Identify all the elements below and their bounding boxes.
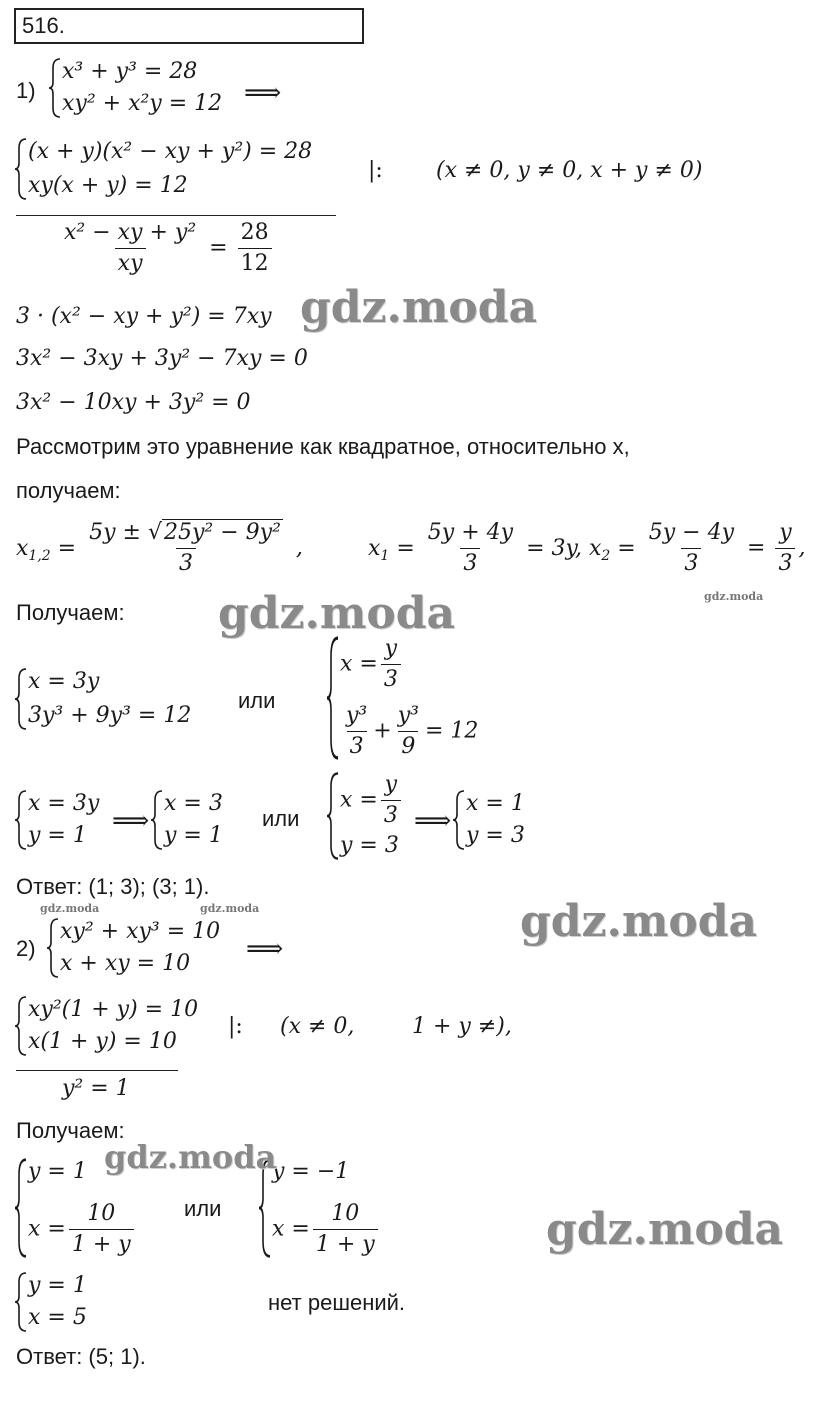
frac-num: 10 [331,1201,360,1226]
text-line: получаем: [16,478,121,503]
implies-symbol: ⟹ [244,78,282,108]
brace-icon [14,996,28,1056]
frac-num: y [384,772,398,797]
eq: x = 5 [28,1305,87,1330]
frac-num: 28 [240,220,269,245]
watermark: gdz.moda [704,590,764,603]
frac-num: y³ [346,703,368,728]
frac-num: 5y + 4y [427,520,514,545]
system-c [14,790,99,850]
brace-icon [326,636,340,760]
eq: (x + y)(x² − xy + y²) = 28 [28,139,313,164]
eq-lhs: x = [28,1216,66,1242]
eq: x = 3y [28,791,100,816]
text-line: Рассмотрим это уравнение как квадратное, относительно x, [16,434,630,459]
system-d [150,790,223,850]
part2-system-c [14,1272,87,1332]
frac-den: 9 [398,731,418,760]
frac-den: 3 [176,548,196,577]
or-word: или [262,806,300,831]
eq: xy² + xy³ = 10 [60,919,221,944]
implies-symbol: ⟹ [414,806,452,836]
equation-line: 3 · (x² − xy + y²) = 7xy [16,304,272,329]
eq: y = 3 [340,833,399,858]
part1-system-2 [14,138,312,200]
frac-num: x² − xy + y² [64,220,197,245]
eq: x + xy = 10 [60,951,191,976]
brace-icon [46,918,60,978]
eq: xy²(1 + y) = 10 [28,997,199,1022]
frac-num: y [779,520,792,545]
eq: xy² + x²y = 12 [62,91,223,116]
brace-icon [14,1158,28,1258]
condition: (x ≠ 0, [280,1014,355,1039]
eq: y = 1 [164,823,223,848]
watermark: gdz.moda [200,902,260,915]
eq-lhs: x = [340,651,378,677]
eq: x(1 + y) = 10 [28,1029,177,1054]
equation-line: 3x² − 10xy + 3y² = 0 [16,390,251,415]
part1-system-1 [48,58,222,118]
watermark: gdz.moda [520,896,758,947]
roots-values: $x_1$ = $\frac{5y + 4y}{3}$ = 3y, $x_2$ = $\frac{5y - 4y}{3}$ = $\frac{y}{3}$ , [368,520,806,576]
brace-icon [326,772,340,860]
part2-system-2 [14,996,198,1056]
divide-symbol: |: [368,158,383,183]
divider-line [16,1070,178,1071]
frac-den: 12 [238,248,272,277]
equation-line: 3x² − 3xy + 3y² − 7xy = 0 [16,346,308,371]
equation-line: y² = 1 [62,1076,130,1101]
frac-den: 3 [775,548,795,577]
system-f [452,790,525,850]
num-part: 5y ± [89,520,141,545]
frac-den: 3 [460,548,480,577]
system-b: x = $\frac{y}{3}$ $\frac{\text{y³}}{3}$ + $\frac{\text{y³}}{9}$ = 12 [326,636,478,760]
brace-icon [14,790,28,850]
sqrt-arg: 25y² − 9y² [164,520,281,545]
part1-label: 1) [16,78,36,103]
or-word: или [238,688,276,713]
frac-den: 1 + y [69,1229,134,1258]
eq: xy(x + y) = 12 [28,173,188,198]
frac-num: 10 [87,1201,116,1226]
divider-line [16,215,336,216]
subscript: 1,2 [28,547,51,564]
result: = 3y, x [526,535,602,561]
frac-num: 5y − 4y [648,520,735,545]
roots-formula: $x_{1,2}$ = $\frac{\text{5y ± √25y² − 9y²}}{3}$ , [16,520,303,576]
problem-number: 516. [22,13,65,38]
implies-symbol: ⟹ [112,806,150,836]
frac-den: 1 + y [313,1229,378,1258]
brace-icon [48,58,62,118]
eq: 3y³ + 9y³ = 12 [28,703,192,728]
eq: y = 3 [466,823,525,848]
watermark: gdz.moda [104,1138,277,1176]
frac-den: 3 [381,664,401,693]
system-a [14,668,191,730]
eq: x = 3 [164,791,223,816]
watermark: gdz.moda [218,588,456,639]
brace-icon [14,668,28,730]
eq: y = 1 [28,1273,87,1298]
part2-system-b [258,1158,381,1258]
part2-label: 2) [16,936,36,961]
var: x [368,535,381,561]
fraction-equation: $\frac{\text{x² − xy + y²}}{xy}$ = $\frac{28}{12}$ [58,220,275,277]
eq-rhs: = 12 [424,718,479,744]
frac-den: 3 [381,800,401,829]
brace-icon [14,1272,28,1332]
text-line: Получаем: [16,1118,125,1143]
watermark: gdz.moda [300,282,538,333]
watermark: gdz.moda [546,1204,784,1255]
implies-symbol: ⟹ [246,934,284,964]
text-line: Получаем: [16,600,125,625]
eq: y = −1 [272,1159,350,1184]
frac-num: y³ [397,703,419,728]
no-solutions-text: нет решений. [268,1290,406,1315]
eq: x = 1 [466,791,525,816]
brace-icon [452,790,466,850]
problem-number-box [14,8,364,44]
divide-symbol: |: [228,1014,243,1039]
frac-den: 3 [681,548,701,577]
frac-den: 3 [347,731,367,760]
condition: (x ≠ 0, y ≠ 0, x + y ≠ 0) [436,158,703,183]
part2-system-1 [46,918,220,978]
eq-lhs: x = [340,787,378,813]
var: x [16,535,29,561]
frac-den: xy [115,248,146,277]
eq: x³ + y³ = 28 [62,59,198,84]
eq-lhs: x = [272,1216,310,1242]
or-word: или [184,1196,222,1221]
eq: y = 1 [28,1159,87,1184]
answer-1: Ответ: (1; 3); (3; 1). [16,874,210,899]
brace-icon [14,138,28,200]
watermark: gdz.moda [40,902,100,915]
eq: x = 3y [28,669,100,694]
system-e [326,772,404,860]
condition: 1 + y ≠), [412,1014,512,1039]
brace-icon [150,790,164,850]
eq: y = 1 [28,823,87,848]
frac-num: y [384,636,398,661]
answer-2: Ответ: (5; 1). [16,1344,146,1369]
